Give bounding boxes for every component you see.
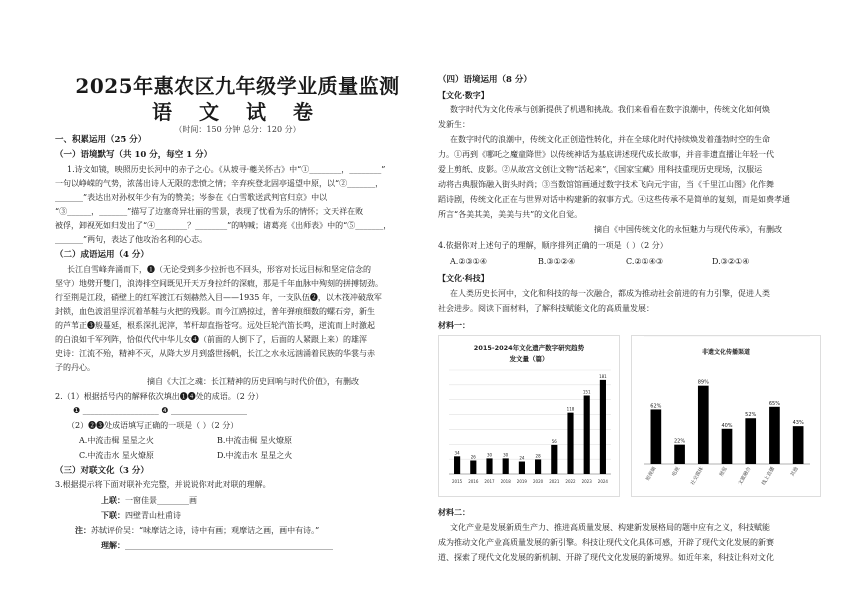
exam-meta: （时间：150 分钟 总分：120 分） bbox=[174, 125, 301, 134]
section-heading-1: 一、积累运用（25 分） bbox=[55, 135, 147, 145]
tag-culture-tech: 【文化·科技】 bbox=[438, 273, 489, 283]
couplet-upper bbox=[101, 493, 197, 509]
chart-ich-channels bbox=[631, 335, 821, 497]
material-2-label: 材料二： bbox=[438, 507, 470, 517]
passage-line: 社会进步。阅读下面材料，了解科技赋能文化的高质量发展： bbox=[438, 304, 654, 313]
data-label: 40% bbox=[721, 422, 733, 429]
option-d[interactable]: D.中流击水 星星之火 bbox=[217, 451, 293, 460]
tick-label: 2016 bbox=[468, 479, 479, 484]
tick-label: 2022 bbox=[565, 479, 576, 484]
note-text: 苏轼评价吴：“味摩诘之诗，诗中有画；观摩诘之画，画中有诗。” bbox=[91, 526, 320, 535]
data-label: 30 bbox=[503, 452, 509, 458]
tag-culture-digital: 【文化·数字】 bbox=[438, 90, 489, 100]
bar-chart-1 bbox=[439, 336, 619, 496]
subsection-heading-2: （二）成语运用（4 分） bbox=[55, 250, 149, 260]
q4-option-d[interactable]: D.③②①④ bbox=[712, 257, 750, 266]
tick-label: 2015 bbox=[452, 479, 463, 484]
bar bbox=[769, 407, 780, 464]
tick-label: 线上直播 bbox=[760, 466, 777, 487]
tick-label: 2017 bbox=[484, 479, 495, 484]
q1-line: 1.诗文如镜，映照历史长河中的赤子之心。《从坡寻·夔关怀古》中“①________，________” bbox=[67, 165, 386, 174]
right-column bbox=[438, 0, 818, 607]
passage-line: 长江自雪峰奔涌而下，❶（无论受到多少拉折也不回头，形容对长远目标和坚定信念的 bbox=[67, 265, 371, 274]
option-c[interactable]: C.中流击水 星火燎原 bbox=[79, 451, 154, 460]
exam-subtitle: 语 文 试 卷 bbox=[152, 100, 323, 124]
couplet-lower bbox=[101, 508, 181, 524]
passage-line: 所言“各美其美，美美与共”的文化自觉。 bbox=[438, 210, 583, 219]
q2-part2-prompt: （2）❷❸处成语填写正确的一项是（ ）（2 分） bbox=[67, 421, 239, 430]
q1-line: “③______，_______”描写了边塞奇异壮丽的雪景，表现了忧看为乐的情怀；文天祥在败 bbox=[55, 207, 364, 216]
material-2-line: 文化产业是发展新质生产力、推进高质量发展、构建新发展格局的题中应有之义，科技赋能 bbox=[450, 523, 770, 532]
data-label: 65% bbox=[768, 400, 780, 407]
passage-source: 摘自《中国传统文化的永恒魅力与现代传承》，有删改 bbox=[594, 225, 782, 234]
data-label: 26 bbox=[470, 454, 476, 460]
data-label: 62% bbox=[650, 403, 662, 410]
data-label: 89% bbox=[697, 379, 709, 386]
q2-prompt: 2.（1）根据括号内的解释依次填出❶❹处的成语。（2 分） bbox=[55, 392, 264, 401]
q4-prompt: 4.依据你对上述句子的理解，顺序排列正确的一项是（ ）（2 分） bbox=[438, 241, 668, 250]
material-2-line: 成为推动文化产业高质量发展的新引擎。科技让现代文化具体可感，开辟了现代文化发展的新赛 bbox=[438, 538, 774, 547]
couplet-lower-text: 四壁青山杜甫诗 bbox=[125, 511, 181, 520]
bar bbox=[722, 429, 733, 464]
bar bbox=[600, 380, 606, 474]
bar bbox=[519, 462, 525, 474]
q1-line: 被俘，卸视死如归发出了“④________？________”的呐喊；诸葛亮《出师表》中的“⑤_______， bbox=[55, 221, 392, 230]
exam-title: 2025年惠农区九年级学业质量监测 bbox=[75, 74, 400, 98]
intro-line: 数字时代为文化传承与创新提供了机遇和挑战。我们来看看在数字浪潮中，传统文化如何焕 bbox=[450, 105, 770, 114]
passage-line: 封锁，血色波滔里浮沉着革鞋与火把的残影。而今江鸥掠过，普年弹痕细数的螺石旁，新生 bbox=[55, 307, 375, 316]
q4-option-a[interactable]: A.②③①④ bbox=[450, 257, 488, 266]
bar bbox=[503, 458, 509, 474]
passage-line: 动将古典服饰融入街头时尚；③当数馆馆画通过数字技术飞向元宇宙，当《千里江山图》化作舞 bbox=[438, 180, 774, 189]
data-label: 30 bbox=[486, 452, 493, 458]
option-a[interactable]: A.中流击楫 星星之火 bbox=[79, 436, 154, 445]
tick-label: 其他 bbox=[789, 466, 800, 478]
note-label: 注： bbox=[75, 525, 91, 535]
passage-line: 爱上剪纸、皮影。②从故宫文创让文物“活起来”，《国家宝藏》用科技重现历史现场，汉服运 bbox=[438, 165, 763, 174]
q3-prompt: 3.根据提示将下面对联补充完整，并说说你对此对联的理解。 bbox=[55, 480, 271, 489]
data-label: 28 bbox=[535, 453, 541, 459]
subsection-heading-3: （三）对联文化（3 分） bbox=[55, 466, 149, 476]
subsection-heading-4: （四）语境运用（8 分） bbox=[438, 75, 532, 85]
answer-label: 理解： bbox=[101, 540, 125, 550]
tick-label: 短视频 bbox=[644, 466, 658, 483]
tick-label: 2024 bbox=[597, 479, 608, 484]
data-label: 24 bbox=[519, 455, 525, 461]
subsection-heading-1: （一）语境默写（共 10 分，每空 1 分） bbox=[55, 150, 213, 160]
tick-label: 电视 bbox=[671, 466, 682, 478]
tick-label: 2021 bbox=[549, 479, 560, 484]
passage-source: 摘自《大江之魂：长江精神的历史回响与时代价值》，有删改 bbox=[147, 377, 359, 386]
passage-line: 的芦苇正❸般蔓延，根系深扎泥滓，苇杆却直指苍穹。远处巨轮汽笛长鸣，逆流而上时激起 bbox=[55, 321, 375, 330]
tick-label: 社交媒体 bbox=[689, 466, 706, 487]
option-b[interactable]: B.中流击楫 星火燎原 bbox=[217, 436, 292, 445]
passage-line: 在数字时代的浪潮中，传统文化正创造性转化，并在全球化时代持续焕发着蓬勃时空的生命 bbox=[450, 135, 770, 144]
data-label: 34 bbox=[454, 450, 460, 456]
passage-line: 史诗：江流不殆，精神不灭，从降大岁月到盛世扬帆，长江之水永远汹涌着民族的华裳与赤 bbox=[55, 349, 375, 358]
q2-answer-blanks[interactable]: ❶ ___________________ ❹ ___________________ bbox=[73, 406, 247, 415]
passage-line: 的白浪如千军列阵，恰似代代中华儿女❹（前面的人倒下了，后面的人紧跟上来）的雄浑 bbox=[55, 335, 367, 344]
bar bbox=[698, 386, 709, 464]
data-label: 56 bbox=[551, 438, 557, 444]
q1-line: _______”表达出对孙权年少有为的赞美；岑参在《白雪歌送武判官归京》中以 bbox=[55, 193, 328, 202]
data-label: 181 bbox=[599, 373, 607, 379]
tick-label: 2019 bbox=[516, 479, 527, 484]
chart-digital-research-trend bbox=[438, 335, 620, 497]
chart-title: 非遗文化传播渠道 bbox=[701, 349, 751, 356]
bar bbox=[793, 426, 804, 464]
bar bbox=[535, 459, 541, 474]
tick-label: 展览 bbox=[718, 466, 729, 478]
bar bbox=[584, 395, 590, 474]
passage-line: 行至荆是江段，硝壁上的红军渡江石刻赫然入目——1935 年，一支队伍❷，以木筏冲破敌军 bbox=[55, 293, 382, 302]
left-column bbox=[55, 0, 420, 607]
q4-option-c[interactable]: C.②①④③ bbox=[626, 257, 664, 266]
bar bbox=[551, 445, 557, 474]
bar bbox=[651, 409, 662, 464]
q4-option-b[interactable]: B.③①②④ bbox=[538, 257, 576, 266]
bar bbox=[567, 413, 573, 474]
data-label: 151 bbox=[582, 389, 591, 395]
tick-label: 文旅融合 bbox=[737, 466, 753, 487]
intro-line: 发新生： bbox=[438, 120, 470, 129]
data-label: 52% bbox=[745, 412, 757, 419]
tick-label: 2020 bbox=[533, 479, 544, 484]
passage-line: 子的丹心。 bbox=[55, 363, 95, 372]
passage-line: 在人类历史长河中，文化和科技的每一次融合，都成为推动社会前进的有力引擎，促进人类 bbox=[450, 289, 770, 298]
data-label: 118 bbox=[566, 406, 575, 412]
data-label: 43% bbox=[792, 420, 804, 427]
bar-chart-2 bbox=[632, 336, 820, 496]
passage-line: 力。①再到《哪吒之魔童降世》以传统神话为基底讲述现代成长故事，并音非遗直播让年轻一代 bbox=[438, 150, 774, 159]
couplet-upper-text[interactable]: 一窗佳景________画 bbox=[125, 496, 197, 505]
couplet-note bbox=[75, 523, 319, 539]
passage-line: 坚守）地劈开雙门，浪涛排空间既见开天万身拉纤的深瘕，那是千年血脉中殉刻的拼搏韧劲。 bbox=[55, 279, 383, 288]
bar bbox=[674, 445, 685, 464]
couplet-upper-label: 上联： bbox=[101, 495, 125, 505]
q1-line: 一句以峥嵘的气势，浓荡出诗人无限的悲愤之情；辛弃疾登北固亭遥望中原，以“②_______， bbox=[55, 179, 384, 188]
bar bbox=[470, 460, 476, 474]
q1-line: _______”两句，表达了他攻治名利的心志。 bbox=[55, 235, 208, 244]
chart-subtitle: 发文量（篇） bbox=[509, 355, 549, 363]
tick-label: 2018 bbox=[500, 479, 511, 484]
material-2-line: 道、探索了现代文化发展的新机制、开辟了现代文化发展的新境界。如近年来，科技让科对文化 bbox=[438, 553, 774, 562]
bar bbox=[454, 456, 460, 474]
data-label: 22% bbox=[674, 438, 686, 445]
tick-label: 2023 bbox=[581, 479, 592, 484]
passage-line: 蹈诗剧，传统文化正在与世界对话中构建新的叙事方式。④这些传承不是简单的复刻，而是如费孝通 bbox=[438, 195, 790, 204]
understanding-answer bbox=[101, 538, 333, 554]
material-1-label: 材料一： bbox=[438, 320, 470, 330]
bar bbox=[745, 418, 756, 464]
chart-title: 2015-2024年文化遗产数字研究趋势 bbox=[473, 344, 585, 352]
answer-line[interactable]: ____________________________________________________ bbox=[125, 541, 333, 550]
bar bbox=[486, 458, 492, 474]
couplet-lower-label: 下联： bbox=[101, 510, 125, 520]
